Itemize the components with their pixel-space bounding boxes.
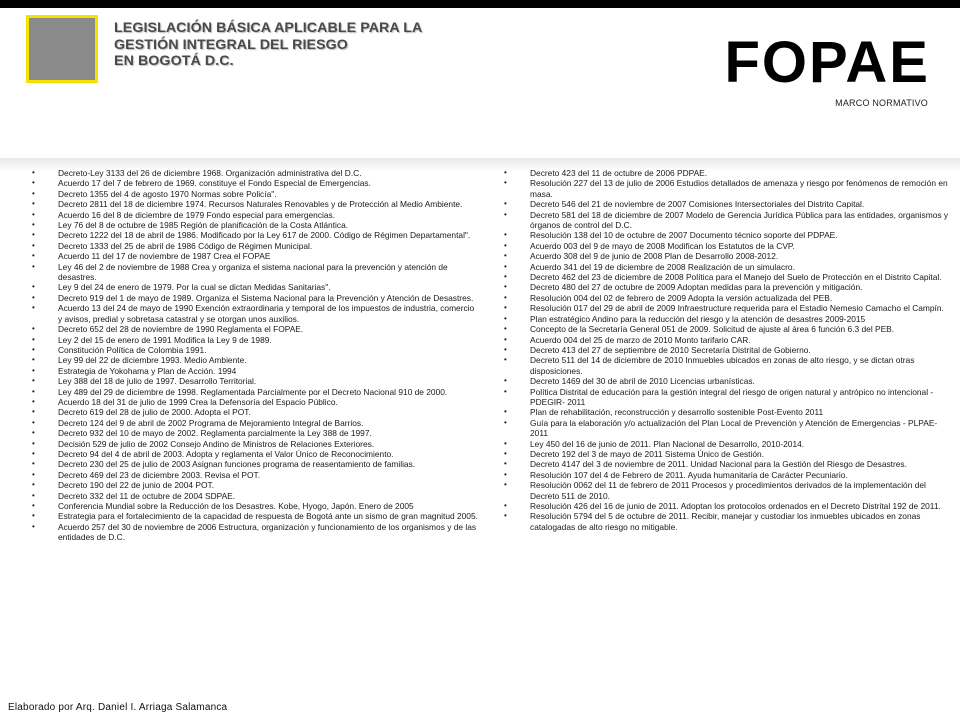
left-legislation-list [28,168,480,543]
legislation-item [500,178,955,199]
bullet-icon: • [504,282,507,292]
legislation-item [28,168,480,178]
legislation-text: Concepto de la Secretaría General 051 de 2009. Solicitud de ajuste al área 6 función 6.3 del PEB. [530,324,895,335]
bullet-icon: • [504,272,507,282]
legislation-item [28,491,480,501]
bullet-icon: • [504,438,507,448]
bullet-icon: • [32,480,35,490]
legislation-text: Resolución 227 del 13 de julio de 2006 Estudios detallados de amenaza y riesgo por fenómenos de remoción en masa. [530,178,948,199]
bullet-icon: • [32,240,35,250]
legislation-item [500,345,955,355]
legislation-item [28,459,480,469]
legislation-text: Decreto 124 del 9 de abril de 2002 Programa de Mejoramiento Integral de Barrios. [58,417,364,428]
bullet-icon: • [32,396,35,406]
legislation-text: Plan de rehabilitación, reconstrucción y desarrollo sostenible Post-Evento 2011 [530,407,824,418]
legislation-text: Decreto 192 del 3 de mayo de 2011 Sistema Único de Gestión. [530,448,765,459]
legislation-item [28,387,480,397]
legislation-text: Decreto 1333 del 25 de abril de 1986 Código de Régimen Municipal. [58,240,313,251]
legislation-text: Ley 76 del 8 de octubre de 1985 Región de planificación de la Costa Atlántica. [58,220,349,231]
legislation-item [500,251,955,261]
bullet-icon: • [504,459,507,469]
legislation-text: Plan estratégico Andino para la reducción del riesgo y la atención de desastres 2009-2015 [530,313,866,324]
legislation-item [28,210,480,220]
legislation-text: Decreto 546 del 21 de noviembre de 2007 Comisiones Intersectoriales del Distrito Capital. [530,199,865,210]
legislation-item [500,470,955,480]
legislation-item [28,293,480,303]
bullet-icon: • [504,292,507,302]
bullet-icon: • [504,199,507,209]
legislation-text: Decreto 190 del 22 de junio de 2004 POT. [58,480,214,491]
bullet-icon: • [32,438,35,448]
legislation-item [28,397,480,407]
legislation-text: Ley 450 del 16 de junio de 2011. Plan Nacional de Desarrollo, 2010-2014. [530,438,805,449]
legislation-text: Decreto 413 del 27 de septiembre de 2010 Secretaría Distrital de Gobierno. [530,344,811,355]
bullet-icon: • [504,303,507,313]
brand-logo-text: FOPAE [724,30,930,95]
legislation-item [500,376,955,386]
legislation-item [500,199,955,209]
bullet-icon: • [32,261,35,271]
legislation-item [500,293,955,303]
legislation-item [28,230,480,240]
section-subtitle: MARCO NORMATIVO [835,98,928,108]
bullet-icon: • [504,355,507,365]
top-bar [0,0,960,8]
bullet-icon: • [32,168,35,177]
legislation-text: Decreto 919 del 1 de mayo de 1989. Organiza el Sistema Nacional para la Prevención y Atención de Desastres. [58,292,474,303]
legislation-item [28,480,480,490]
legislation-item [28,220,480,230]
bullet-icon: • [32,324,35,334]
legislation-item [28,449,480,459]
legislation-item [28,439,480,449]
bullet-icon: • [504,407,507,417]
legislation-item [28,345,480,355]
legislation-text: Estrategia de Yokohama y Plan de Acción. 1994 [58,365,237,376]
bullet-icon: • [504,334,507,344]
bullet-icon: • [32,230,35,240]
right-legislation-list [500,168,955,532]
legislation-item [28,366,480,376]
footer-credit: Elaborado por Arq. Daniel I. Arriaga Salamanca [8,702,228,713]
legislation-text: Ley 2 del 15 de enero de 1991 Modifica la Ley 9 de 1989. [58,334,272,345]
legislation-item [28,407,480,417]
legislation-item [28,324,480,334]
legislation-text: Decreto 511 del 14 de diciembre de 2010 Inmuebles ubicados en zonas de alto riesgo, y se dictan otras disposiciones. [530,355,915,376]
bullet-icon: • [32,365,35,375]
bullet-icon: • [504,324,507,334]
legislation-text: Decreto 652 del 28 de noviembre de 1990 Reglamenta el FOPAE. [58,324,304,335]
legislation-text: Resolución 0062 del 11 de febrero de 2011 Procesos y procedimientos derivados de la implementación del Decreto 511 de 2010. [530,480,926,501]
legislation-text: Decreto 4147 del 3 de noviembre de 2011. Unidad Nacional para la Gestión del Riesgo de Desastres. [530,459,907,470]
legislation-text: Decreto 480 del 27 de octubre de 2009 Adoptan medidas para la prevención y mitigación. [530,282,863,293]
legislation-item [28,241,480,251]
bullet-icon: • [504,178,507,188]
bullet-icon: • [32,355,35,365]
bullet-icon: • [32,199,35,209]
legislation-text: Decreto 619 del 28 de julio de 2000. Adopta el POT. [58,407,251,418]
legislation-item [28,178,480,188]
legislation-text: Decreto 230 del 25 de julio de 2003 Asignan funciones programa de reasentamiento de familias. [58,459,416,470]
legislation-text: Acuerdo 13 del 24 de mayo de 1990 Exención extraordinaria y temporal de los impuestos de industria, comercio y avisos, predial y sobretasa catastral y se otorgan unos auxilios. [58,303,475,324]
bullet-icon: • [32,220,35,230]
bullet-icon: • [32,469,35,479]
legislation-text: Decreto 1469 del 30 de abril de 2010 Licencias urbanísticas. [530,376,755,387]
legislation-item [28,189,480,199]
bullet-icon: • [32,209,35,219]
legislation-item [500,303,955,313]
legislation-item [500,335,955,345]
legislation-item [500,418,955,439]
legislation-text: Decreto 932 del 10 de mayo de 2002. Reglamenta parcialmente la Ley 388 de 1997. [58,428,372,439]
legislation-text: Guía para la elaboración y/o actualización del Plan Local de Prevención y Atención de Emergencias - PLPAE- 2011 [530,417,938,439]
bullet-icon: • [32,521,35,531]
bullet-icon: • [32,188,35,198]
bullet-icon: • [504,511,507,521]
bullet-icon: • [504,240,507,250]
legislation-item [28,522,480,543]
legislation-text: Acuerdo 003 del 9 de mayo de 2008 Modifican los Estatutos de la CVP. [530,240,795,251]
legislation-item [500,210,955,231]
legislation-item [28,335,480,345]
legislation-text: Decisión 529 de julio de 2002 Consejo Andino de Ministros de Relaciones Exteriores. [58,438,375,449]
bullet-icon: • [504,261,507,271]
bullet-icon: • [504,417,507,427]
bullet-icon: • [32,448,35,458]
legislation-item [28,355,480,365]
logo-placeholder [26,15,98,83]
bullet-icon: • [32,407,35,417]
bullet-icon: • [504,344,507,354]
bullet-icon: • [32,459,35,469]
page-title [114,20,494,70]
legislation-item [28,418,480,428]
legislation-text: Resolución 5794 del 5 de octubre de 2011. Recibir, manejar y custodiar los inmuebles ubicados en zonas catalogadas de alto riesgo no mitigable. [530,511,921,532]
legislation-text: Decreto 581 del 18 de diciembre de 2007 Modelo de Gerencia Jurídica Pública para las entidades, organismos y órganos de control del D.C. [530,209,949,231]
legislation-text: Ley 99 del 22 de diciembre 1993. Medio Ambiente. [58,355,247,366]
legislation-text: Resolución 138 del 10 de octubre de 2007 Documento técnico soporte del PDPAE. [530,230,838,241]
legislation-text: Política Distrital de educación para la gestión integral del riesgo de origen natural y antrópico no intencional - PDEGIR- 2011 [530,386,934,407]
legislation-text: Decreto 2811 del 18 de diciembre 1974. Recursos Naturales Renovables y de Protección al Medio Ambiente. [58,199,463,210]
legislation-item [28,501,480,511]
bullet-icon: • [504,209,507,219]
legislation-text: Estrategia para el fortalecimiento de la capacidad de respuesta de Bogotá ante un sismo de gran magnitud 2005. [58,511,478,522]
title-line-2: GESTIÓN INTEGRAL DEL RIESGO [114,36,348,53]
legislation-item [500,407,955,417]
legislation-item [500,168,955,178]
bullet-icon: • [32,428,35,438]
legislation-item [500,449,955,459]
legislation-item [28,251,480,261]
legislation-text: Acuerdo 18 del 31 de julio de 1999 Crea la Defensoría del Espacio Público. [58,396,338,407]
title-line-3: EN BOGOTÁ D.C. [114,53,234,69]
legislation-text: Decreto 332 del 11 de octubre de 2004 SDPAE. [58,490,236,501]
legislation-text: Acuerdo 11 del 17 de noviembre de 1987 Crea el FOPAE [58,251,271,262]
bullet-icon: • [504,386,507,396]
legislation-text: Acuerdo 004 del 25 de marzo de 2010 Monto tarifario CAR. [530,334,751,345]
legislation-item [500,387,955,408]
bullet-icon: • [504,230,507,240]
bullet-icon: • [504,313,507,323]
legislation-item [28,376,480,386]
legislation-text: Decreto 1355 del 4 de agosto 1970 Normas sobre Policía". [58,188,277,199]
legislation-item [28,303,480,324]
legislation-item [500,262,955,272]
legislation-item [28,428,480,438]
bullet-icon: • [32,292,35,302]
legislation-text: Decreto 1222 del 18 de abril de 1986. Modificado por la Ley 617 de 2000. Código de Régimen Departamental". [58,230,471,241]
bullet-icon: • [32,417,35,427]
legislation-text: Ley 388 del 18 de julio de 1997. Desarrollo Territorial. [58,376,257,387]
bullet-icon: • [32,501,35,510]
legislation-text: Acuerdo 341 del 19 de diciembre de 2008 Realización de un simulacro. [530,261,795,272]
bullet-icon: • [32,490,35,500]
legislation-item [500,439,955,449]
legislation-item [28,199,480,209]
bullet-icon: • [504,376,507,386]
legislation-text: Acuerdo 17 del 7 de febrero de 1969. constituye el Fondo Especial de Emergencias. [58,178,371,189]
legislation-item [500,501,955,511]
legislation-item [500,355,955,376]
bullet-icon: • [32,251,35,261]
legislation-text: Acuerdo 308 del 9 de junio de 2008 Plan de Desarrollo 2008-2012. [530,251,779,262]
bullet-icon: • [504,501,507,510]
bullet-icon: • [32,303,35,313]
legislation-text: Resolución 107 del 4 de Febrero de 2011. Ayuda humanitaria de Carácter Pecuniario. [530,469,848,480]
bullet-icon: • [504,251,507,261]
legislation-text: Decreto 94 del 4 de abril de 2003. Adopta y reglamenta el Valor Único de Reconocimiento. [58,448,394,459]
bullet-icon: • [32,386,35,396]
legislation-text: Decreto-Ley 3133 del 26 de diciembre 1968. Organización administrativa del D.C. [58,168,362,178]
legislation-item [500,272,955,282]
legislation-item [28,282,480,292]
legislation-text: Acuerdo 16 del 8 de diciembre de 1979 Fondo especial para emergencias. [58,209,336,220]
legislation-item [500,241,955,251]
legislation-text: Ley 489 del 29 de diciembre de 1998. Reglamentada Parcialmente por el Decreto Nacional 910 de 2000. [58,386,448,397]
legislation-item [500,230,955,240]
legislation-text: Resolución 017 del 29 de abril de 2009 Infraestructure requerida para el Estadio Nemesio Camacho el Campín. [530,303,944,314]
legislation-text: Decreto 469 del 23 de diciembre 2003. Revisa el POT. [58,469,261,480]
legislation-text: Resolución 004 del 02 de febrero de 2009 Adopta la versión actualizada del PEB. [530,292,833,303]
legislation-item [28,511,480,521]
bullet-icon: • [504,168,507,177]
legislation-item [500,314,955,324]
legislation-item [28,262,480,283]
legislation-text: Resolución 426 del 16 de junio de 2011. Adoptan los protocolos ordenados en el Decreto Distrital 192 de 2011. [530,501,941,511]
legislation-text: Conferencia Mundial sobre la Reducción de los Desastres. Kobe, Hyogo, Japón. Enero de 2005 [58,501,414,511]
legislation-text: Decreto 423 del 11 de octubre de 2006 PDPAE. [530,168,708,178]
title-line-1: LEGISLACIÓN BÁSICA APLICABLE PARA LA [114,20,423,36]
legislation-text: Ley 9 del 24 de enero de 1979. Por la cual se dictan Medidas Sanitarias". [58,282,331,293]
legislation-item [500,480,955,501]
legislation-item [500,511,955,532]
legislation-item [28,470,480,480]
bullet-icon: • [32,511,35,521]
legislation-text: Constitución Política de Colombia 1991. [58,344,207,355]
bullet-icon: • [32,344,35,354]
bullet-icon: • [504,448,507,458]
legislation-text: Ley 46 del 2 de noviembre de 1988 Crea y organiza el sistema nacional para la prevención y atención de desastres. [58,261,448,283]
legislation-text: Acuerdo 257 del 30 de noviembre de 2006 Estructura, organización y funcionamiento de los organismos y de las entidades de D.C. [58,521,477,543]
bullet-icon: • [504,480,507,490]
legislation-text: Decreto 462 del 23 de diciembre de 2008 Política para el Manejo del Suelo de Protección en el Distrito Capital. [530,272,942,283]
legislation-item [500,324,955,334]
legislation-item [500,459,955,469]
bullet-icon: • [32,178,35,188]
bullet-icon: • [32,334,35,344]
bullet-icon: • [504,469,507,479]
legislation-item [500,282,955,292]
bullet-icon: • [32,376,35,386]
bullet-icon: • [32,282,35,292]
